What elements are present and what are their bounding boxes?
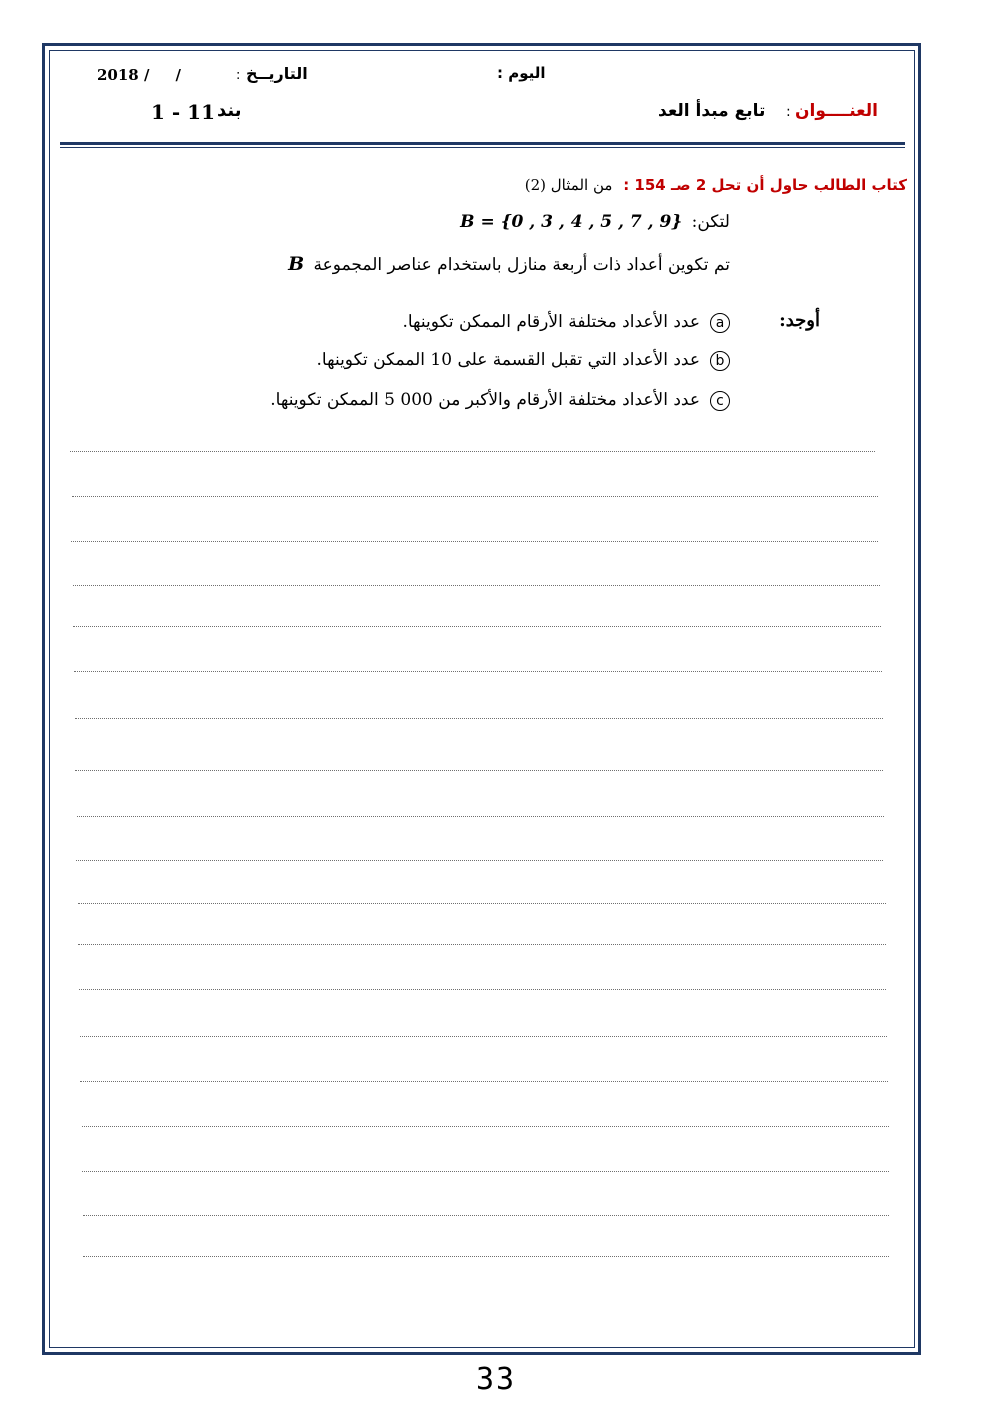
header-divider-thin bbox=[60, 147, 905, 148]
writing-line[interactable] bbox=[77, 816, 884, 817]
writing-line[interactable] bbox=[83, 1256, 889, 1257]
title-value: تابع مبدأ العد bbox=[658, 101, 766, 121]
question-label-b: b bbox=[710, 351, 730, 371]
writing-line[interactable] bbox=[73, 626, 881, 627]
writing-line[interactable] bbox=[78, 903, 886, 904]
instruction-red: كتاب الطالب حاول أن تحل 2 صـ 154 : bbox=[623, 176, 907, 194]
writing-line[interactable] bbox=[75, 718, 883, 719]
section-value: 11 - 1 bbox=[151, 100, 215, 124]
writing-line[interactable] bbox=[82, 1126, 889, 1127]
writing-line[interactable] bbox=[75, 770, 883, 771]
writing-line[interactable] bbox=[83, 1215, 889, 1216]
title-label: العنــــوان bbox=[795, 101, 878, 121]
statement-var: B bbox=[288, 253, 305, 275]
question-label-a: a bbox=[710, 313, 730, 333]
page-number: 33 bbox=[475, 1362, 517, 1397]
question-label-c: c bbox=[710, 391, 730, 411]
writing-line[interactable] bbox=[78, 944, 886, 945]
question-text-b: عدد الأعداد التي تقبل القسمة على 10 الممكن تكوينها. bbox=[316, 350, 700, 370]
instruction-line bbox=[525, 176, 907, 194]
question-text-c: عدد الأعداد مختلفة الأرقام والأكبر من 000 5 الممكن تكوينها. bbox=[270, 390, 700, 410]
given-line bbox=[460, 212, 730, 232]
find-label: أوجد: bbox=[779, 310, 820, 331]
question-a bbox=[402, 312, 730, 333]
writing-line[interactable] bbox=[74, 671, 882, 672]
day-label: اليوم : bbox=[497, 64, 546, 82]
question-b bbox=[317, 350, 730, 371]
writing-line[interactable] bbox=[70, 451, 875, 452]
writing-line[interactable] bbox=[73, 585, 880, 586]
instruction-ref: من المثال (2) bbox=[524, 176, 613, 194]
date-label: التاريــخ bbox=[246, 64, 308, 83]
date-value: 2018 / / bbox=[97, 66, 182, 84]
statement-text: تم تكوين أعداد ذات أربعة منازل باستخدام عناصر المجموعة bbox=[313, 255, 730, 275]
page-border-inner bbox=[49, 50, 915, 1348]
given-prefix: لتكن: bbox=[691, 212, 730, 232]
section-label: بند bbox=[217, 100, 242, 121]
writing-line[interactable] bbox=[80, 1081, 888, 1082]
writing-line[interactable] bbox=[82, 1171, 889, 1172]
writing-line[interactable] bbox=[79, 989, 886, 990]
header-divider bbox=[60, 142, 905, 145]
writing-line[interactable] bbox=[80, 1036, 887, 1037]
set-expression: B = {0 , 3 , 4 , 5 , 7 , 9} bbox=[460, 212, 683, 232]
writing-line[interactable] bbox=[76, 860, 883, 861]
date-colon: : bbox=[236, 68, 241, 83]
writing-line[interactable] bbox=[71, 541, 878, 542]
writing-line[interactable] bbox=[72, 496, 878, 497]
question-text-a: عدد الأعداد مختلفة الأرقام الممكن تكوينها. bbox=[402, 312, 700, 332]
statement-line bbox=[288, 253, 730, 275]
question-c bbox=[270, 390, 730, 411]
title-colon: : bbox=[786, 104, 791, 120]
